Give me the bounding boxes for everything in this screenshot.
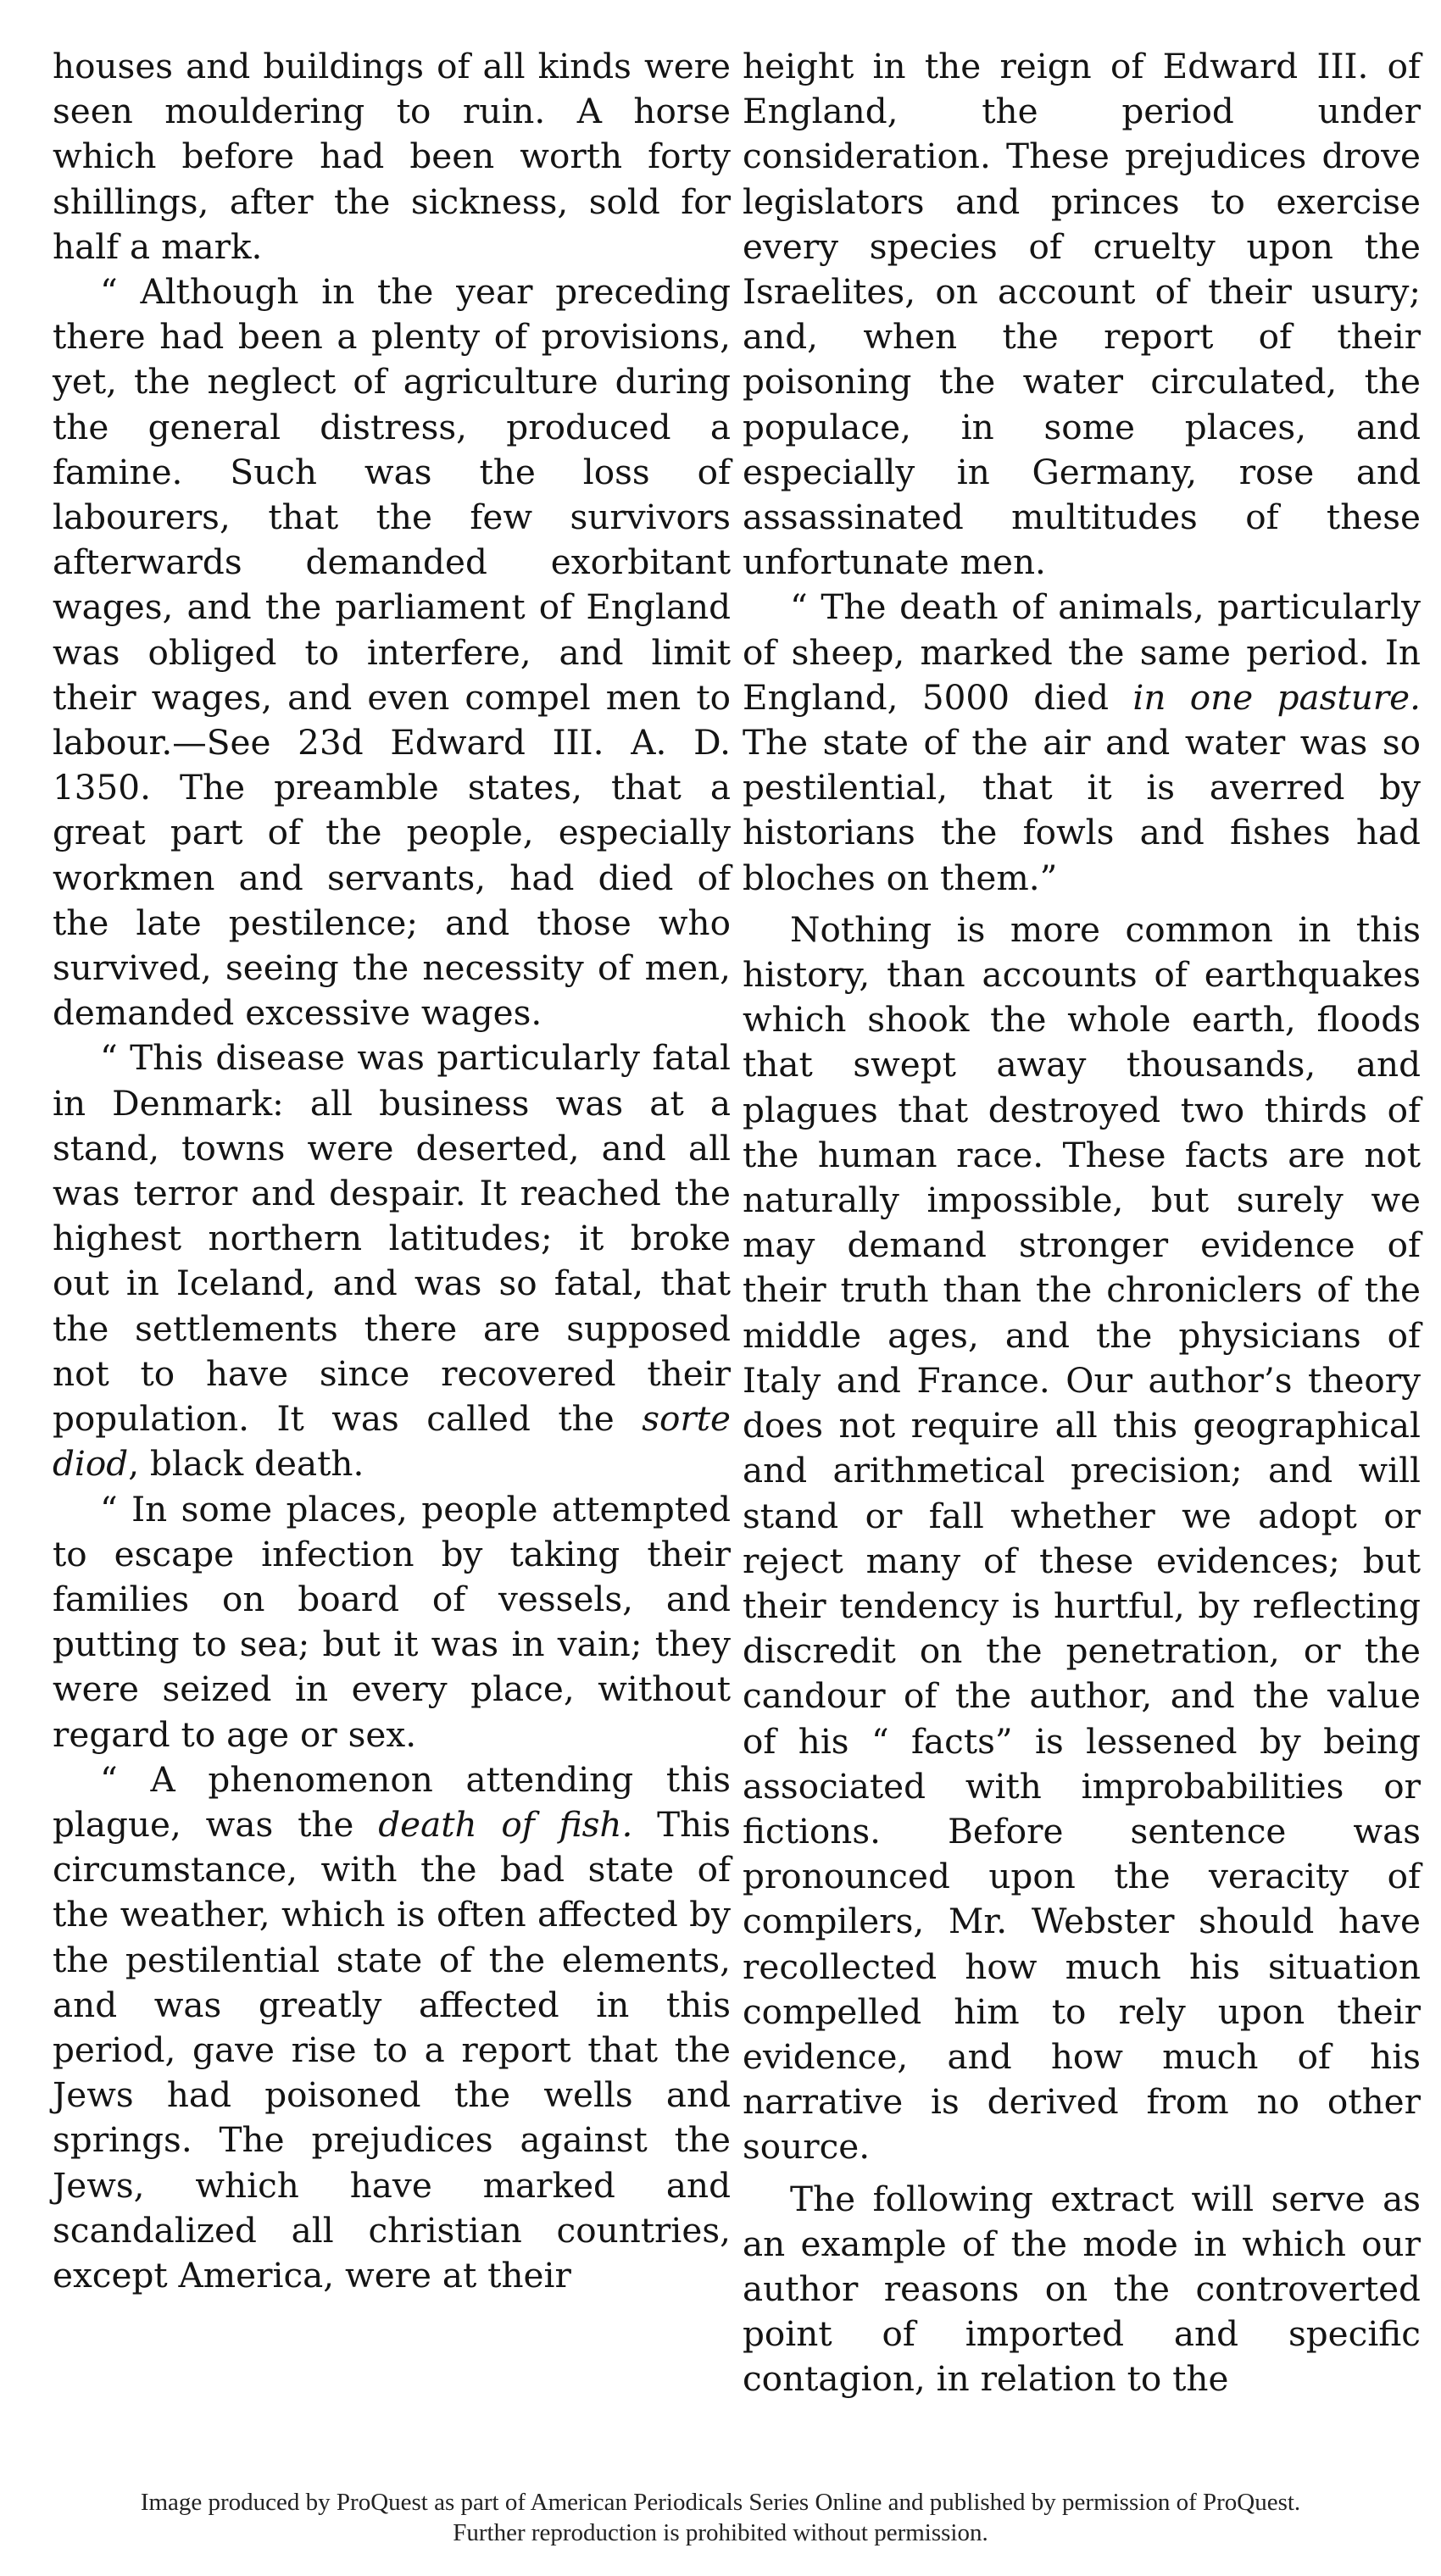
italic-phrase: in one pasture. bbox=[1132, 676, 1421, 718]
paragraph-text: The state of the air and water was so pestilential, that it is averred by historians the fowls and fishes had bloches on them.” bbox=[743, 722, 1421, 898]
paragraph-vessels bbox=[53, 1487, 731, 1757]
paragraph-history bbox=[743, 908, 1421, 2170]
italic-phrase: death of fish. bbox=[378, 1803, 633, 1845]
paragraph-text: “ In some places, people attempted to escape infection by taking their families on board of vessels, and putting to sea; but it was in vain; they were seized in every place, without regard to age or sex. bbox=[53, 1488, 731, 1755]
paragraph-text: “ The death of animals, particularly of sheep, marked the same period. In England, 5000 died bbox=[743, 586, 1421, 718]
paragraph-text: The following extract will serve as an example of the mode in which our author reasons on the controverted point of imported and specific contagion, in relation to the bbox=[743, 2178, 1421, 2400]
paragraph-continued bbox=[743, 44, 1421, 585]
reproduction-notice: Further reproduction is prohibited without permission. bbox=[453, 2519, 988, 2546]
paragraph-denmark bbox=[53, 1035, 731, 1486]
paragraph-text: “ This disease was particularly fatal in Denmark: all business was at a stand, towns were deserted, and all was terror and despair. It reached the highest northern latitudes; it broke out in Iceland, and was so fatal, that the settlements there are supposed not to have since recovered their population. It was called the bbox=[53, 1037, 731, 1440]
paragraph-animals bbox=[743, 585, 1421, 900]
paragraph-text: height in the reign of Edward III. of England, the period under consideration. These prejudices drove legislators and princes to exercise every species of cruelty upon the Israelites, on account of their usury; and, when the report of their poisoning the water circulated, the populace, in some places, and especially in Germany, rose and assassinated multitudes of these unfortunate men. bbox=[743, 46, 1421, 583]
paragraph-text: “ Although in the year preceding there had been a plenty of provisions, yet, the neglect of agriculture during the general distress, produced a famine. Such was the loss of labourers, that the few survivors afterwards demanded exorbitant wages, and the parliament of England was obliged to interfere, and limit their wages, and even compel men to labour.—See 23d Edward III. A. D. 1350. The preamble states, that a great part of the people, especially workmen and servants, had died of the late pestilence; and those who survived, seeing the necessity of men, demanded excessive wages. bbox=[53, 271, 731, 1034]
paragraph-text: houses and buildings of all kinds were seen mouldering to ruin. A horse which before had been worth forty shillings, after the sickness, sold for half a mark. bbox=[53, 46, 731, 267]
paragraph-phenomenon bbox=[53, 1757, 731, 2298]
paragraph-text: Nothing is more common in this history, than accounts of earthquakes which shook the whole earth, floods that swept away thousands, and plagues that destroyed two thirds of the human race. These facts are not naturally impossible, but surely we may demand stronger evidence of their truth than the chroniclers of the middle ages, and the physicians of Italy and France. Our author’s theory does not require all this geographical and arithmetical precision; and will stand or fall whether we adopt or reject many of these evidences; but their tendency is hurtful, by reflecting discredit on the penetration, or the candour of the author, and the value of his “ facts” is lessened by being associated with improbabilities or fictions. Before sentence was pronounced upon the veracity of compilers, Mr. Webster should have recollected how much his situation compelled him to rely upon their evidence, and how much of his narrative is derived from no other source. bbox=[743, 908, 1421, 2168]
paragraph-famine bbox=[53, 269, 731, 1035]
paragraph-text: “ A phenomenon attending this plague, was the bbox=[53, 1758, 731, 1845]
paragraph-text: This circumstance, with the bad state of the weather, which is often affected by the pestilential state of the elements, and was greatly affected in this period, gave rise to a report that the Jews had poisoned the wells and springs. The prejudices against the Jews, which have marked and scandalized all christian countries, except America, were at their bbox=[53, 1803, 731, 2296]
italic-phrase: sorte diod bbox=[53, 1398, 731, 1485]
paragraph-continued bbox=[53, 44, 731, 269]
right-column bbox=[743, 44, 1421, 2402]
permission-notice: Image produced by ProQuest as part of American Periodicals Series Online and published by permission of ProQuest. bbox=[140, 2489, 1301, 2516]
left-column bbox=[53, 44, 731, 2298]
paragraph-extract bbox=[743, 2177, 1421, 2402]
paragraph-text: , black death. bbox=[128, 1443, 364, 1485]
